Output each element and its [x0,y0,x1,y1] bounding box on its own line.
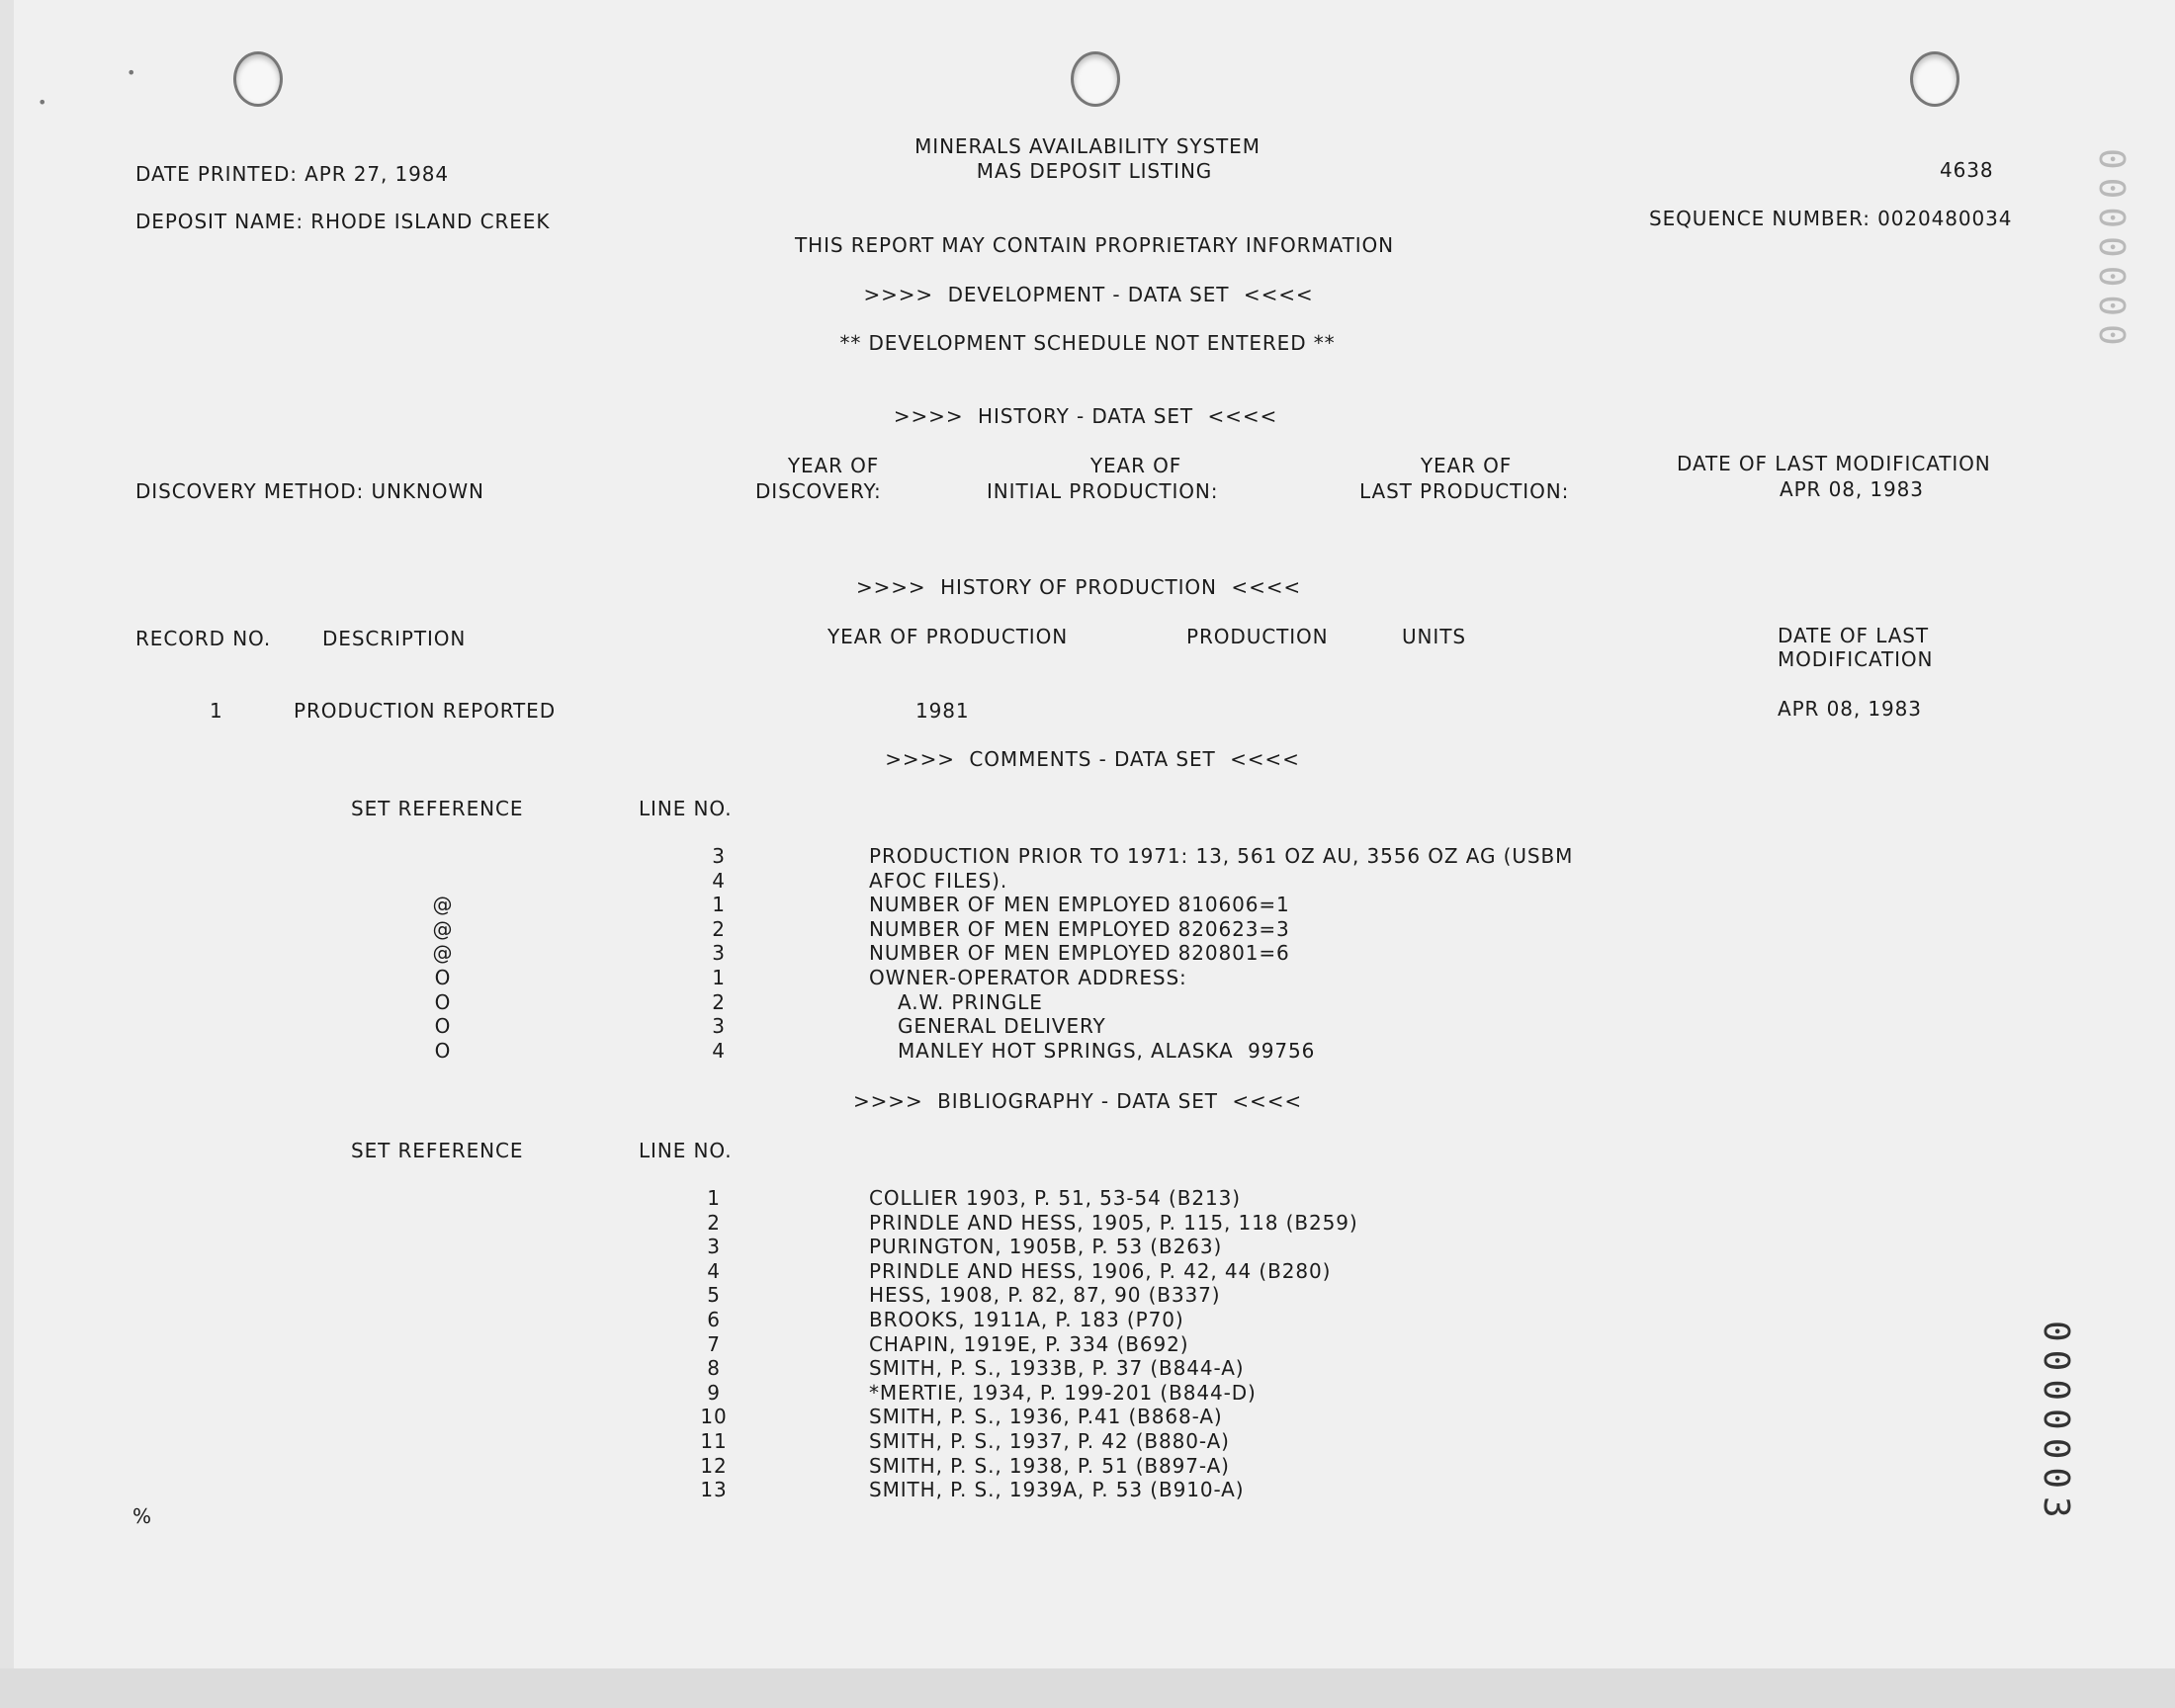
comment-set-reference: O [434,989,452,1014]
bibliography-heading: >>>> BIBLIOGRAPHY - DATA SET <<<< [852,1089,1303,1113]
comment-set-reference: O [434,966,452,989]
scan-speck: • [127,63,136,82]
comment-text: AFOC FILES). [869,868,1008,893]
bibliography-entry: SMITH, P. S., 1937, P. 42 (B880-A) [869,1429,1230,1453]
comment-line-no: 2 [712,916,726,941]
date-last-modification-value: APR 08, 1983 [1780,477,1924,501]
discovery-method: DISCOVERY METHOD: UNKNOWN [135,479,484,503]
deposit-name: DEPOSIT NAME: RHODE ISLAND CREEK [135,210,551,233]
year-of-discovery-label: YEAR OF [787,454,880,477]
proprietary-notice: THIS REPORT MAY CONTAIN PROPRIETARY INFORMATION [795,233,1394,257]
bibliography-line-no: 2 [707,1210,721,1235]
bibliography-entry: *MERTIE, 1934, P. 199-201 (B844-D) [869,1380,1257,1405]
bibliography-line-no: 1 [707,1186,721,1210]
bibliography-line-no: 10 [700,1405,728,1429]
year-last-production-label: YEAR OF [1420,454,1513,477]
col-production: PRODUCTION [1186,625,1329,648]
year-initial-production-label: YEAR OF [1089,454,1182,477]
bibliography-line-no: 12 [700,1453,728,1478]
bibliography-entry: PRINDLE AND HESS, 1905, P. 115, 118 (B259) [869,1210,1358,1235]
bibliography-line-no: 7 [707,1331,721,1356]
production-date: APR 08, 1983 [1778,697,1922,721]
col-description: DESCRIPTION [322,627,467,650]
bibliography-line-no: 6 [707,1308,721,1331]
bibliography-line-no: 4 [707,1258,721,1283]
comment-text: OWNER-OPERATOR ADDRESS: [869,966,1187,989]
col-date-last: MODIFICATION [1778,647,1934,671]
frame-number-stamp: 0000003 [2036,1321,2076,1526]
comment-set-reference: @ [432,941,454,966]
comment-text: NUMBER OF MEN EMPLOYED 820623=3 [869,916,1290,941]
bibliography-line-no: 8 [707,1356,721,1381]
comment-line-no: 3 [712,941,726,966]
bibliography-col-set-reference: SET REFERENCE [351,1139,524,1162]
year-of-discovery-label: DISCOVERY: [755,479,882,503]
bibliography-entry: PURINGTON, 1905B, P. 53 (B263) [869,1235,1223,1259]
production-description: PRODUCTION REPORTED [294,699,557,723]
system-title: MINERALS AVAILABILITY SYSTEM [914,134,1261,158]
comment-set-reference: O [434,1038,452,1063]
punch-hole-right [1910,51,1959,107]
bibliography-line-no: 13 [700,1478,728,1502]
production-record-no: 1 [210,699,223,723]
comment-line-no: 4 [712,868,726,893]
development-note: ** DEVELOPMENT SCHEDULE NOT ENTERED ** [839,331,1336,355]
percent-mark: % [132,1504,152,1528]
comments-heading: >>>> COMMENTS - DATA SET <<<< [885,747,1300,771]
listing-title: MAS DEPOSIT LISTING [976,159,1213,183]
bibliography-line-no: 9 [707,1380,721,1405]
punch-hole-left [233,51,283,107]
bibliography-entry: BROOKS, 1911A, P. 183 (P70) [869,1308,1184,1331]
comments-col-line-no: LINE NO. [639,797,733,820]
bibliography-entry: CHAPIN, 1919E, P. 334 (B692) [869,1331,1189,1356]
comment-set-reference: @ [432,916,454,941]
col-date-last: DATE OF LAST [1778,624,1929,647]
faint-frame-number-stamp: 0000000 [2091,148,2132,354]
bibliography-entry: PRINDLE AND HESS, 1906, P. 42, 44 (B280) [869,1258,1332,1283]
bibliography-entry: SMITH, P. S., 1936, P.41 (B868-A) [869,1405,1223,1429]
comment-text: NUMBER OF MEN EMPLOYED 810606=1 [869,893,1290,917]
col-year-of-production: YEAR OF PRODUCTION [827,625,1069,648]
punch-hole-center [1071,51,1120,107]
comment-text: A.W. PRINGLE [869,989,1043,1014]
bibliography-entry: SMITH, P. S., 1938, P. 51 (B897-A) [869,1453,1230,1478]
bibliography-col-line-no: LINE NO. [639,1139,733,1162]
comment-text: NUMBER OF MEN EMPLOYED 820801=6 [869,941,1290,966]
bibliography-entry: HESS, 1908, P. 82, 87, 90 (B337) [869,1283,1221,1308]
bibliography-line-no: 3 [707,1235,721,1259]
scan-border [0,1668,2175,1708]
comment-line-no: 2 [712,989,726,1014]
bibliography-entry: COLLIER 1903, P. 51, 53-54 (B213) [869,1186,1241,1210]
production-heading: >>>> HISTORY OF PRODUCTION <<<< [855,575,1302,599]
bibliography-entry: SMITH, P. S., 1933B, P. 37 (B844-A) [869,1356,1245,1381]
comment-line-no: 3 [712,844,726,868]
comment-text: GENERAL DELIVERY [869,1014,1106,1039]
comment-set-reference: O [434,1014,452,1039]
col-units: UNITS [1402,625,1466,648]
development-heading: >>>> DEVELOPMENT - DATA SET <<<< [863,283,1314,306]
comment-text: MANLEY HOT SPRINGS, ALASKA 99756 [869,1038,1316,1063]
year-initial-production-label: INITIAL PRODUCTION: [987,479,1219,503]
year-last-production-label: LAST PRODUCTION: [1359,479,1570,503]
scan-speck: • [38,93,47,112]
history-heading: >>>> HISTORY - DATA SET <<<< [893,404,1278,428]
sequence-number: SEQUENCE NUMBER: 0020480034 [1649,207,2013,230]
bibliography-line-no: 11 [700,1429,728,1453]
bibliography-entry: SMITH, P. S., 1939A, P. 53 (B910-A) [869,1478,1245,1502]
comment-line-no: 1 [712,893,726,917]
comment-line-no: 1 [712,966,726,989]
production-year: 1981 [915,699,970,723]
comments-col-set-reference: SET REFERENCE [351,797,524,820]
comment-text: PRODUCTION PRIOR TO 1971: 13, 561 OZ AU, 3556 OZ AG (USBM [869,844,1574,868]
date-printed: DATE PRINTED: APR 27, 1984 [135,162,450,186]
page-number: 4638 [1940,158,1994,182]
comment-line-no: 4 [712,1038,726,1063]
comment-line-no: 3 [712,1014,726,1039]
bibliography-line-no: 5 [707,1283,721,1308]
comment-set-reference: @ [432,893,454,917]
date-last-modification-label: DATE OF LAST MODIFICATION [1677,452,1991,475]
col-record-no: RECORD NO. [135,627,272,650]
